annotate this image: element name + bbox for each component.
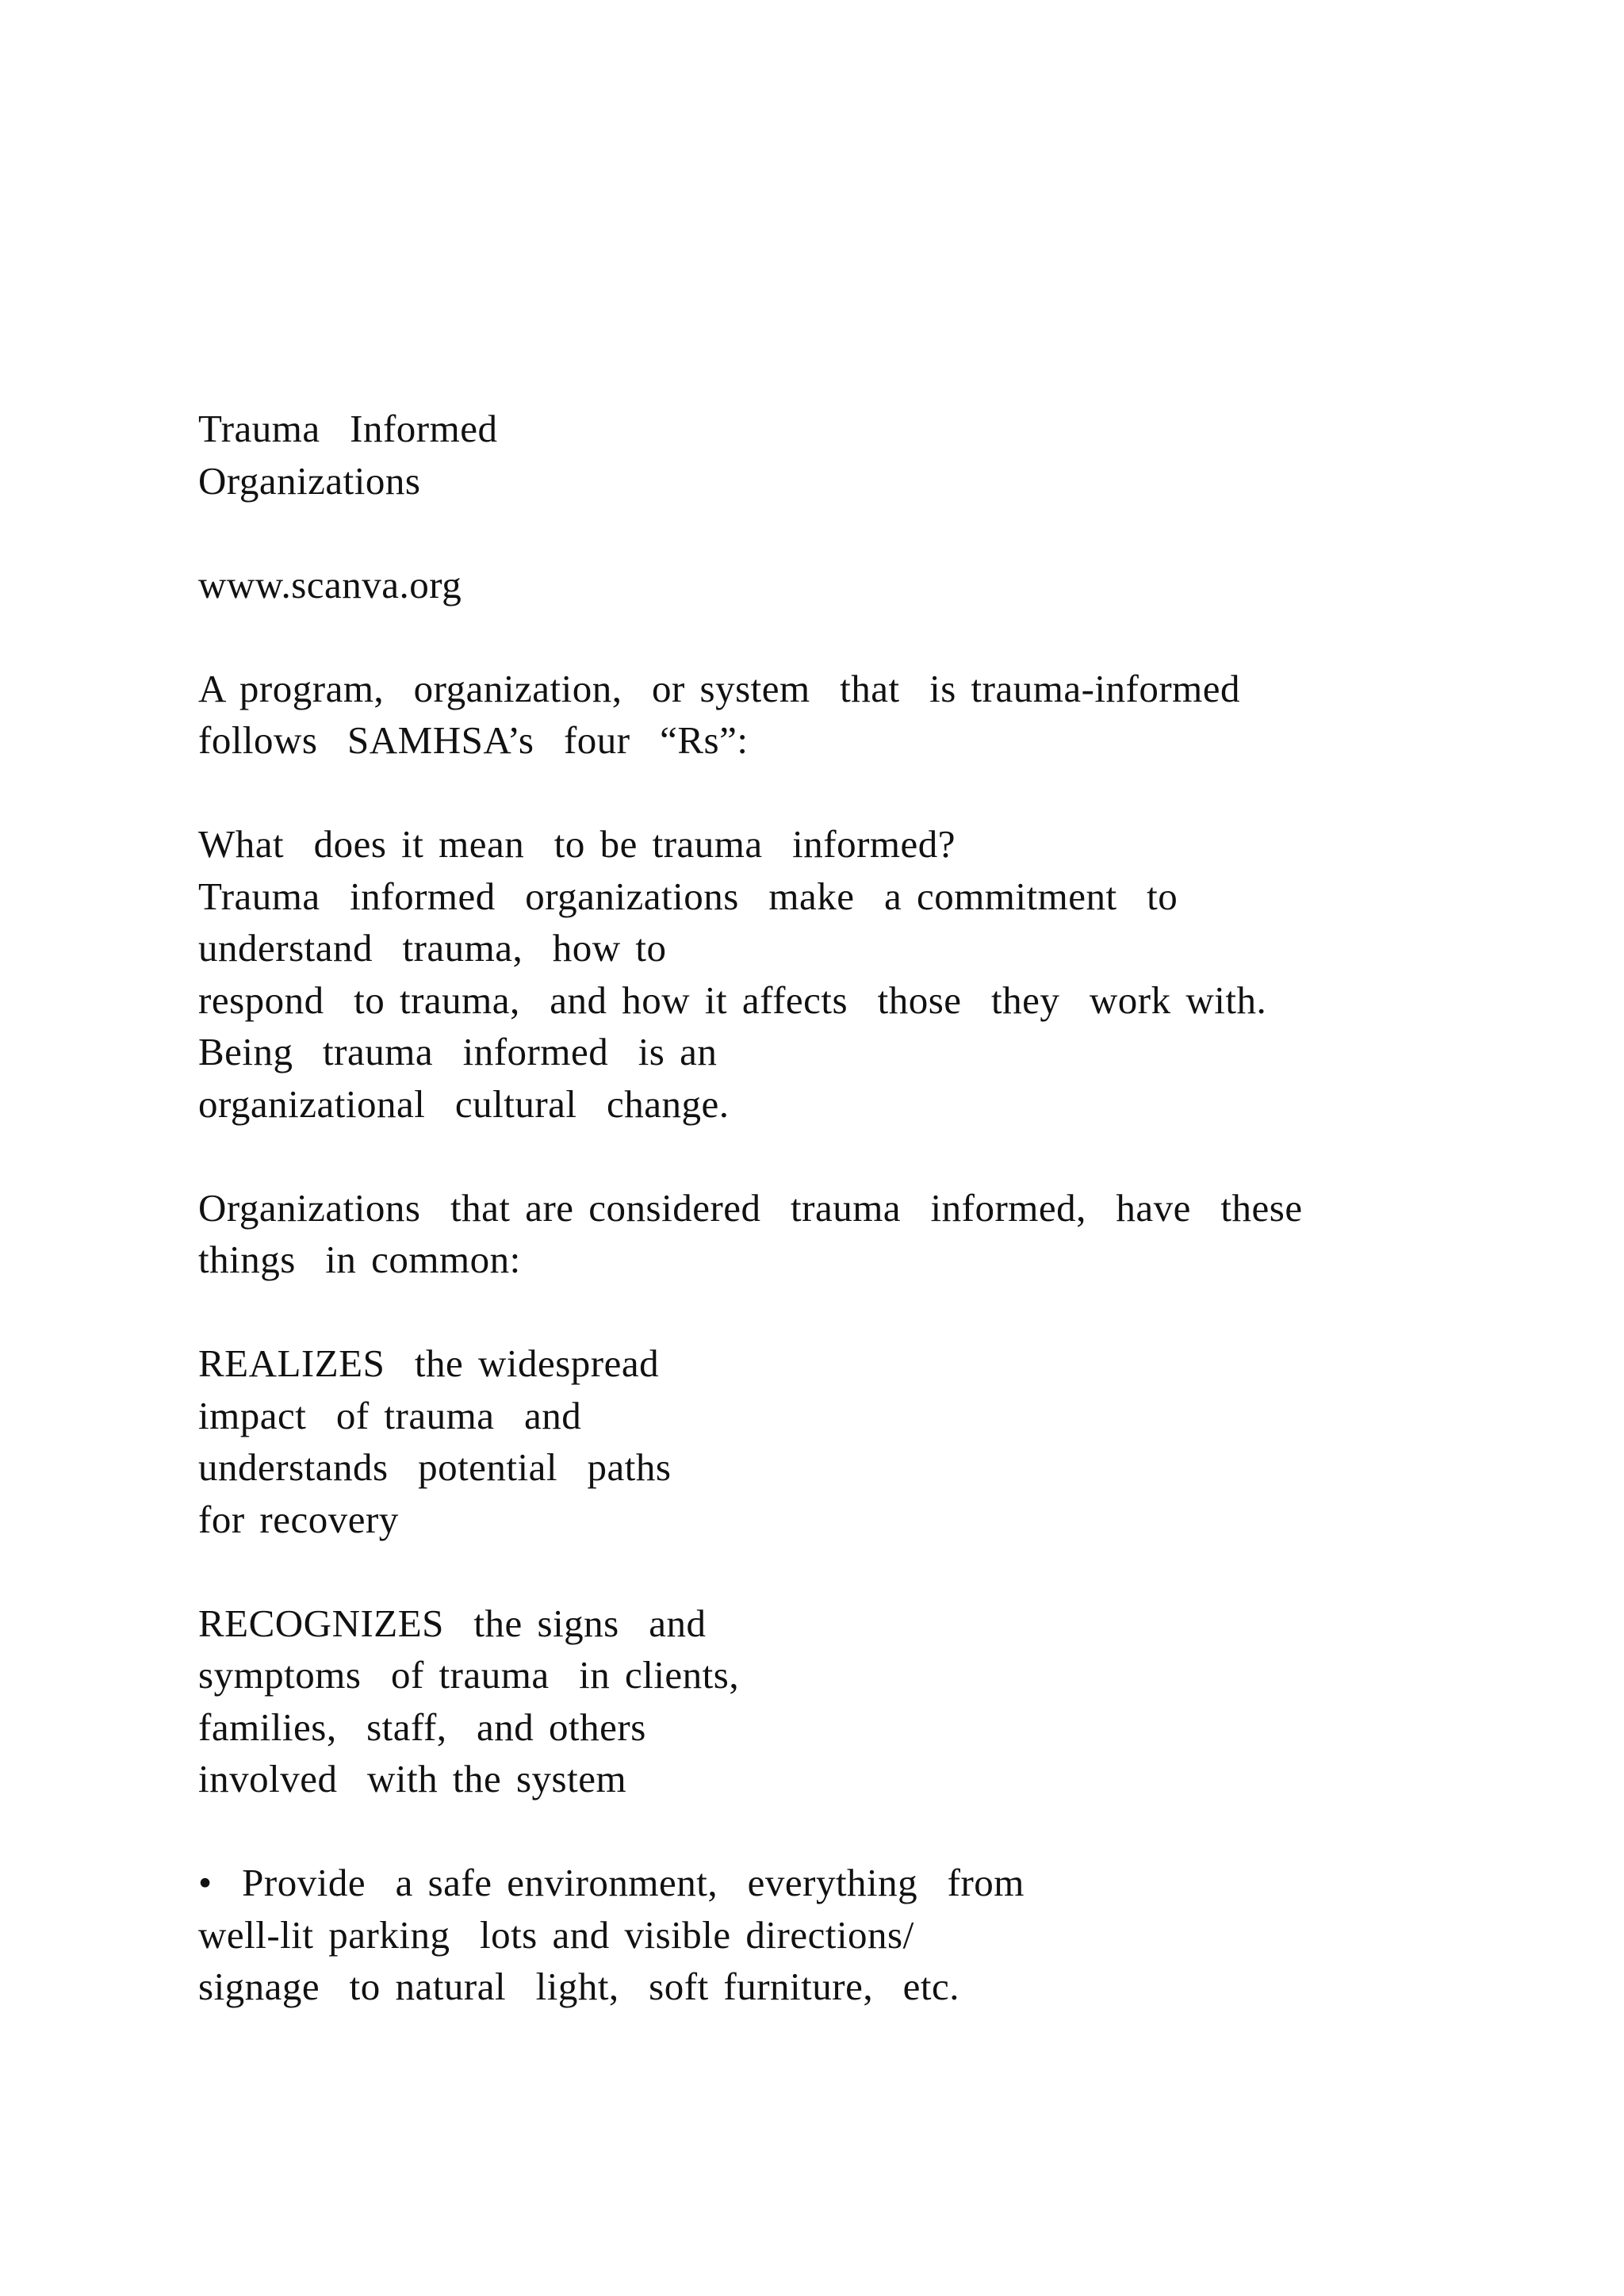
realizes-line-2: impact of trauma and <box>198 1393 582 1437</box>
spacer <box>198 1545 1546 1598</box>
common-paragraph <box>198 1182 1546 1286</box>
title-line-1: Trauma Informed <box>198 407 498 450</box>
spacer <box>198 507 1546 559</box>
bullet-line-2: well-lit parking lots and visible directions/ <box>198 1912 914 1957</box>
title-line-2: Organizations <box>198 458 421 503</box>
recognizes-line-2: symptoms of trauma in clients, <box>198 1653 740 1697</box>
common-line-1: Organizations that are considered trauma informed, have these <box>198 1185 1303 1230</box>
realizes-line-3: understands potential paths <box>198 1445 672 1489</box>
document-body <box>198 403 1546 2013</box>
spacer <box>198 610 1546 663</box>
meaning-line-6: organizational cultural change. <box>198 1081 730 1126</box>
realizes-line-1: REALIZES the widespread <box>198 1341 660 1385</box>
intro-line-1: A program, organization, or system that is trauma-informed <box>198 666 1241 710</box>
spacer <box>198 1130 1546 1182</box>
intro-line-2: follows SAMHSA’s four “Rs”: <box>198 718 749 762</box>
meaning-line-2: Trauma informed organizations make a commitment to <box>198 874 1178 918</box>
website-text: www.scanva.org <box>198 562 462 607</box>
realizes-paragraph <box>198 1337 1546 1545</box>
spacer <box>198 1805 1546 1858</box>
meaning-line-1: What does it mean to be trauma informed? <box>198 822 956 866</box>
common-line-2: things in common: <box>198 1238 521 1281</box>
spacer <box>198 1286 1546 1338</box>
spacer <box>198 767 1546 819</box>
realizes-line-4: for recovery <box>198 1497 399 1541</box>
document-title <box>198 403 1546 507</box>
meaning-paragraph <box>198 818 1546 1130</box>
recognizes-line-1: RECOGNIZES the signs and <box>198 1601 707 1645</box>
meaning-line-4: respond to trauma, and how it affects those they work with. <box>198 978 1267 1022</box>
bullet-line-1: • Provide a safe environment, everything from <box>198 1861 1025 1904</box>
meaning-line-3: understand trauma, how to <box>198 926 667 970</box>
bullet-paragraph <box>198 1857 1546 2013</box>
bullet-line-3: signage to natural light, soft furniture, etc. <box>198 1965 959 2008</box>
recognizes-line-3: families, staff, and others <box>198 1705 646 1749</box>
meaning-line-5: Being trauma informed is an <box>198 1030 718 1073</box>
recognizes-paragraph <box>198 1598 1546 1805</box>
website-line <box>198 559 1546 611</box>
intro-paragraph <box>198 663 1546 767</box>
recognizes-line-4: involved with the system <box>198 1757 627 1800</box>
